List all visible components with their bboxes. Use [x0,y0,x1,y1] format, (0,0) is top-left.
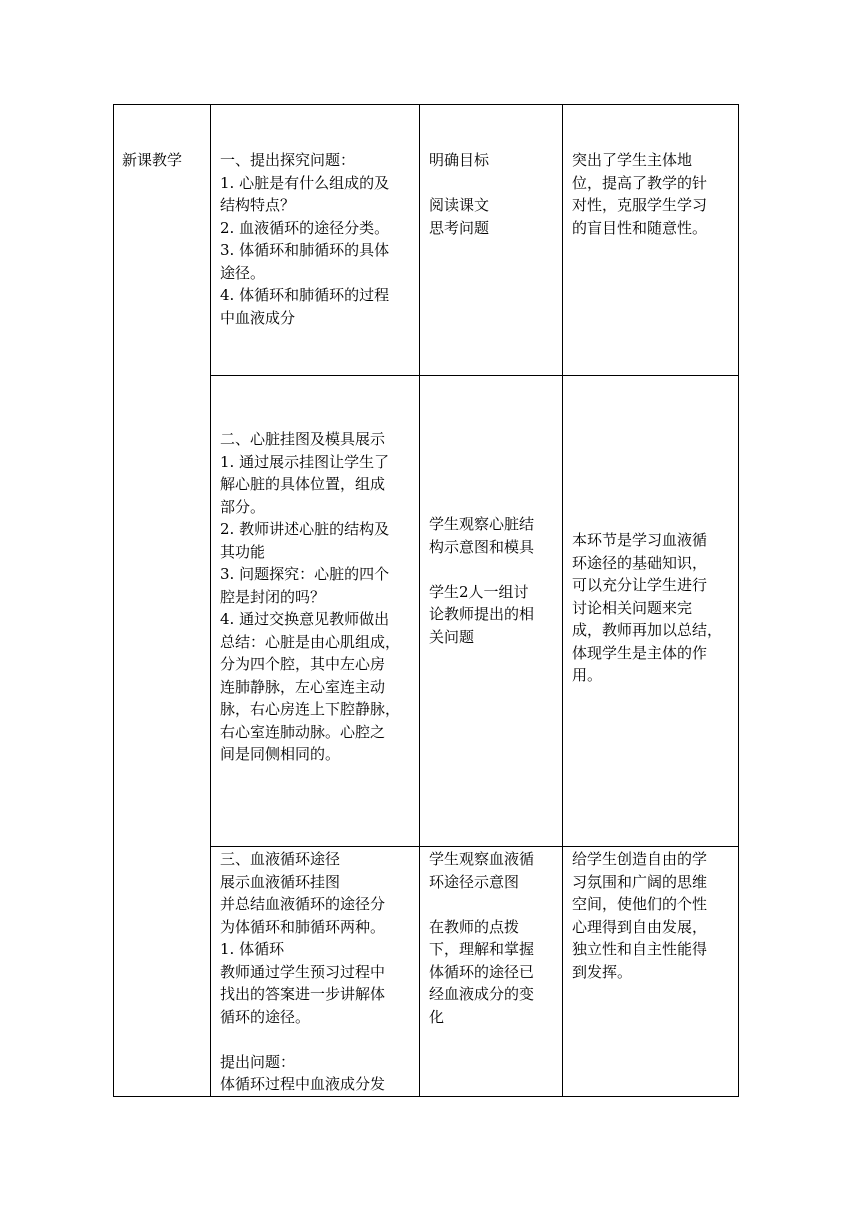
text-line: 环途径的基础知识， [572,553,708,572]
text-line: 学生观察血液循 [429,850,535,868]
content-cell [211,376,420,847]
text-line: 学生2人一组讨 [429,582,529,601]
text-line: 1. 体循环 [220,940,285,958]
text-line: 空间，使他们的个性 [572,895,708,913]
text-line: 展示血液循环挂图 [220,872,341,891]
text-line: 突出了学生主体地 [572,151,693,169]
text-line: 解心脏的具体位置，组成 [220,475,386,493]
content-cell [211,105,420,376]
text-line: 的盲目性和随意性。 [572,218,708,237]
text-line: 腔是封闭的吗？ [220,587,326,606]
text-line: 脉，右心房连上下腔静脉， [220,700,401,718]
text-line: 连肺静脉，左心室连主动 [220,677,386,696]
activity-cell [420,376,563,847]
text-line: 对性，克服学生学习 [572,196,708,214]
text-line: 分为四个腔，其中左心房 [220,655,386,673]
text-line: 教师通过学生预习过程中 [220,962,386,981]
lesson-plan-table [113,104,739,1097]
text-line: 用。 [572,666,603,684]
text-line: 位，提高了教学的针 [572,173,708,192]
text-line: 结构特点？ [220,196,296,214]
text-line: 并总结血液循环的途径分 [220,895,386,913]
activity-cell [420,847,563,1097]
text-line: 4. 通过交换意见教师做出 [220,610,390,628]
text-line: 环途径示意图 [429,872,520,891]
intent-cell [563,105,739,376]
text-line: 下，理解和掌握 [429,940,535,958]
text-line: 习氛围和广阔的思维 [572,872,708,891]
text-line: 本环节是学习血液循 [572,531,708,549]
text-line: 体循环过程中血液成分发 [220,1075,386,1093]
text-line: 关问题 [429,627,475,646]
text-line: 4. 体循环和肺循环的过程 [220,286,390,304]
text-line: 成，教师再加以总结， [572,621,723,639]
text-line: 1. 通过展示挂图让学生了 [220,452,390,471]
text-line: 途径。 [220,263,266,282]
activity-cell [420,105,563,376]
text-line: 阅读课文 [429,196,490,214]
text-line: 经血液成分的变 [429,985,535,1003]
text-line: 右心室连肺动脉。心腔之 [220,722,386,741]
text-line: 为体循环和肺循环两种。 [220,917,386,936]
text-line: 提出问题： [220,1052,296,1071]
table-row [114,105,739,376]
text-line: 明确目标 [429,151,490,169]
text-line: 三、血液循环途径 [220,850,341,868]
intent-cell [563,847,739,1097]
text-line: 论教师提出的相 [429,605,535,623]
text-line [429,172,558,195]
text-line [429,893,558,916]
text-line: 思考问题 [429,218,490,237]
text-line: 到发挥。 [572,962,633,981]
text-line: 循环的途径。 [220,1007,311,1026]
text-line: 心理得到自由发展， [572,917,708,936]
text-line: 3. 问题探究：心脏的四个 [220,565,390,583]
phase-cell [114,105,211,1097]
text-line: 二、心脏挂图及模具展示 [220,430,386,448]
text-line: 一、提出探究问题： [220,151,356,169]
text-line: 给学生创造自由的学 [572,850,708,868]
text-line [429,558,558,581]
text-line: 在教师的点拨 [429,917,520,936]
text-line: 部分。 [220,497,266,516]
text-line: 学生观察心脏结 [429,515,535,533]
text-line: 化 [429,1007,445,1026]
text-line: 3. 体循环和肺循环的具体 [220,241,390,259]
text-line: 1. 心脏是有什么组成的及 [220,173,390,192]
text-line: 讨论相关问题来完 [572,598,693,617]
text-line: 体现学生是主体的作 [572,643,708,662]
text-line [220,1028,415,1051]
text-line: 可以充分让学生进行 [572,576,708,594]
text-line: 2. 教师讲述心脏的结构及 [220,520,390,538]
phase-label: 新课教学 [122,151,183,169]
text-line: 间是同侧相同的。 [220,745,341,763]
text-line: 中血液成分 [220,308,296,327]
text-line: 总结：心脏是由心肌组成， [220,632,401,651]
content-cell [211,847,420,1097]
intent-cell [563,376,739,847]
text-line: 体循环的途径已 [429,962,535,981]
text-line: 2. 血液循环的途径分类。 [220,218,390,237]
text-line: 其功能 [220,542,266,561]
text-line: 独立性和自主性能得 [572,940,708,958]
text-line: 找出的答案进一步讲解体 [220,985,386,1003]
text-line: 构示意图和模具 [429,537,535,556]
